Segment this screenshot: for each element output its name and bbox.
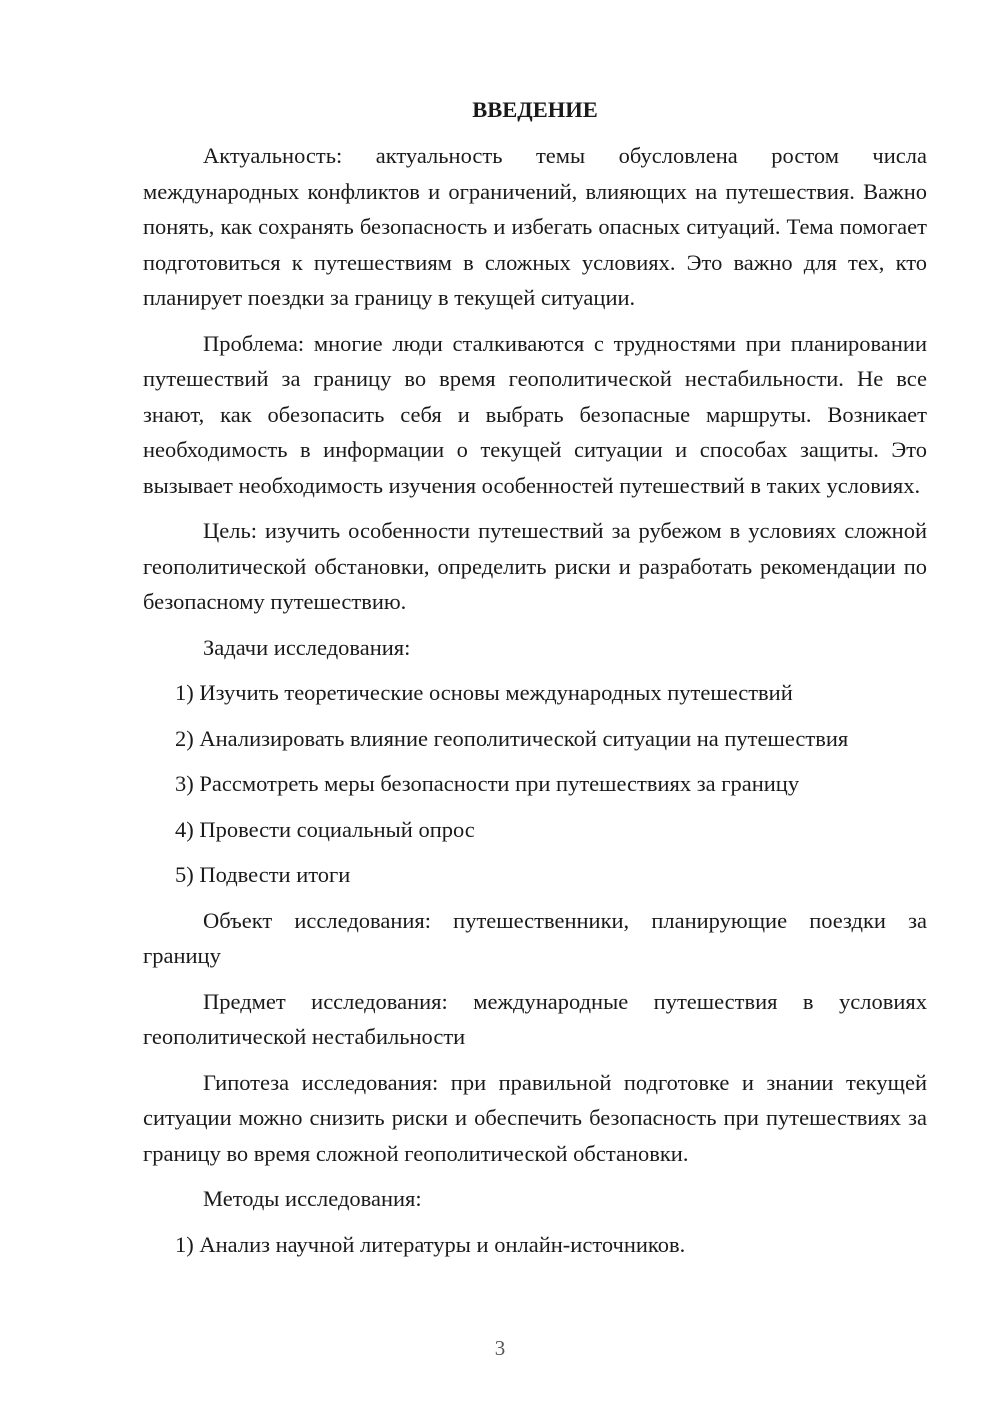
task-item-1: 1) Изучить теоретические основы международных путешествий (175, 680, 793, 705)
task-item-5: 5) Подвести итоги (175, 862, 351, 887)
methods-label: Методы исследования: (203, 1186, 422, 1211)
task-item-2: 2) Анализировать влияние геополитической ситуации на путешествия (175, 725, 849, 751)
goal-paragraph: Цель: изучить особенности путешествий за рубежом в условиях сложной геополитической обстановки, определить риски и разработать рекомендации по безопасному путешествию. (143, 518, 927, 614)
section-title: ВВЕДЕНИЕ (472, 97, 598, 122)
subject-paragraph: Предмет исследования: международные путешествия в условиях геополитической нестабильности (143, 988, 927, 1049)
hypothesis-paragraph: Гипотеза исследования: при правильной подготовке и знании текущей ситуации можно снизить риски и обеспечить безопасность при путешествиях за границу во время сложной геополитической обстановки. (143, 1069, 927, 1166)
task-item-4: 4) Провести социальный опрос (175, 816, 475, 842)
document-page (143, 92, 927, 1272)
object-paragraph: Объект исследования: путешественники, планирующие поездки за границу (143, 907, 927, 968)
tasks-label: Задачи исследования: (203, 634, 411, 660)
relevance-paragraph: Актуальность: актуальность темы обусловлена ростом числа международных конфликтов и ограничений, влияющих на путешествия. Важно понять, как сохранять безопасность и избегать опасных ситуаций. Тема помогает подготовиться к путешествиям в сложных условиях. Это важно для тех, кто планирует поездки за границу в текущей ситуации. (143, 143, 927, 310)
task-item-3: 3) Рассмотреть меры безопасности при путешествиях за границу (175, 771, 800, 796)
problem-paragraph: Проблема: многие люди сталкиваются с трудностями при планировании путешествий за границу во время геополитической нестабильности. Не все знают, как обезопасить себя и выбрать безопасные маршруты. Возникает необходимость в информации о текущей ситуации и способах защиты. Это вызывает необходимость изучения особенностей путешествий в таких условиях. (143, 330, 927, 498)
method-item-1: 1) Анализ научной литературы и онлайн-источников. (175, 1231, 686, 1257)
page-number: 3 (494, 1336, 506, 1360)
